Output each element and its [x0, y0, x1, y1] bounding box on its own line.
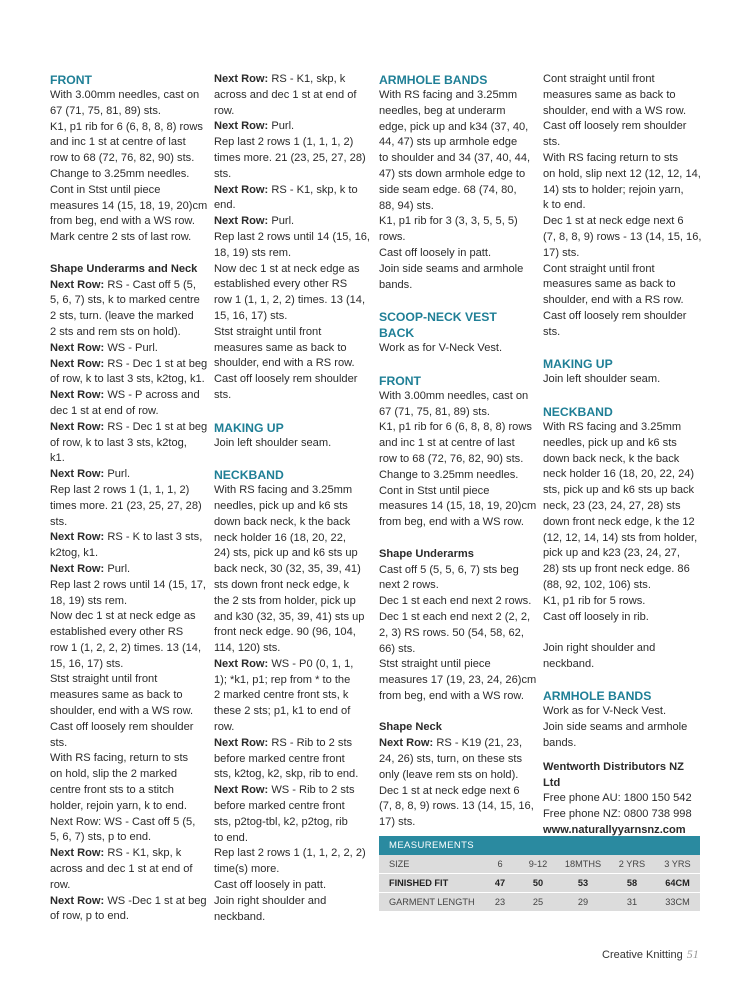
text-line: sts, pick up and k6 sts up back: [543, 484, 695, 497]
text-line: row to 68 (72, 76, 82, 90) sts.: [50, 152, 195, 165]
text-line: Cont in Stst until piece: [50, 183, 161, 196]
text-line: Join right shoulder and: [543, 642, 656, 655]
shape-underarms-heading: Shape Underarms: [379, 547, 474, 560]
text-line: With 3.00mm needles, cast on: [379, 389, 529, 402]
text-line: 18, 19) sts rem.: [50, 594, 128, 607]
text-line: k to end.: [543, 199, 586, 212]
text-line: 2 sts, turn. (leave the marked: [50, 310, 194, 323]
text-line: and k30 (32, 35, 39, 41) sts up: [214, 610, 365, 623]
text-line: Dec 1 st at neck edge next 6: [379, 784, 520, 797]
text-line: 2 sts and rem sts on hold).: [50, 325, 181, 338]
text-line: row 1 (1, 1, 2, 2) times. 13 (14,: [214, 294, 366, 307]
text-line: Rep last 2 rows 1 (1, 1, 1, 2): [50, 483, 190, 496]
text-line: row to 68 (72, 76, 82, 90) sts.: [379, 452, 524, 465]
text-line: k2tog, k1.: [50, 547, 99, 560]
text-line: (7, 8, 8, 9) rows. 13 (14, 15, 16,: [379, 800, 534, 813]
text-line: Stst straight until front: [50, 673, 158, 686]
text-line: edge, pick up and k34 (37, 40,: [379, 120, 529, 133]
text-line: With RS facing return to sts: [543, 151, 679, 164]
text-line: needles, pick up and k6 sts: [543, 436, 677, 449]
text-line: 2 marked centre front sts, k: [214, 689, 349, 702]
text-line: Next Row: WS - Rib to 2 sts: [214, 784, 355, 797]
text-line: K1, p1 rib for 3 (3, 3, 5, 5, 5): [379, 215, 518, 228]
text-line: K1, p1 rib for 5 rows.: [543, 594, 646, 607]
text-line: only (leave rem sts on hold).: [379, 768, 519, 781]
text-line: 2, 3) RS rows. 50 (54, 58, 62,: [379, 626, 524, 639]
text-line: down back neck, k the back: [543, 452, 680, 465]
back-heading: BACK: [379, 326, 415, 341]
text-line: 5, 6, 7) sts, p to end.: [50, 831, 152, 844]
text-line: 67 (71, 75, 81, 89) sts.: [50, 104, 162, 117]
text-line: 24, 26) sts, turn, on these sts: [379, 753, 523, 766]
text-line: neck holder 16 (18, 20, 22,: [214, 531, 346, 544]
text-line: and inc 1 st at centre of last: [379, 437, 515, 450]
text-line: 66) sts.: [379, 642, 416, 655]
text-line: Stst straight until front: [214, 325, 322, 338]
distributor-phone-au: Free phone AU: 1800 150 542: [543, 792, 692, 805]
text-line: Cast off loosely rem shoulder: [543, 120, 687, 133]
measurements-title: MEASUREMENTS: [379, 836, 700, 855]
text-line: 24) sts, pick up and k6 sts up: [214, 547, 358, 560]
text-line: (12, 12, 14, 14) sts from holder,: [543, 531, 698, 544]
table-cell: 47: [481, 874, 519, 893]
text-line: Cast off loosely in rib.: [543, 610, 649, 623]
text-line: 15, 16, 17) sts.: [50, 657, 124, 670]
text-line: Join side seams and armhole: [379, 262, 524, 275]
text-line: down back neck, k the back: [214, 515, 351, 528]
text-line: Change to 3.25mm needles.: [50, 167, 190, 180]
table-cell: 18MTHS: [557, 855, 609, 874]
text-line: front neck edge. 90 (96, 104,: [214, 626, 356, 639]
distributor-website-link[interactable]: www.naturallyyarnsnz.com: [543, 824, 686, 837]
armhole-bands-heading-2: ARMHOLE BANDS: [543, 689, 652, 704]
text-line: neck, 23 (23, 24, 27, 28) sts: [543, 499, 681, 512]
table-cell: 29: [557, 893, 609, 912]
text-line: end.: [214, 199, 236, 212]
text-line: Join side seams and armhole: [543, 721, 688, 734]
text-line: dec 1 st at end of row.: [50, 404, 159, 417]
text-line: 88, 94) sts.: [379, 199, 434, 212]
text-line: sts, k2tog, k2, skp, rib to end.: [214, 768, 359, 781]
table-cell: 6: [481, 855, 519, 874]
text-line: Cast off 5 (5, 5, 6, 7) sts beg: [379, 563, 519, 576]
text-line: Now dec 1 st at neck edge as: [50, 610, 196, 623]
neckband-heading-2: NECKBAND: [543, 404, 613, 419]
text-line: sts down front neck edge, k: [214, 578, 350, 591]
text-line: rows.: [379, 231, 406, 244]
text-line: measures 14 (15, 18, 19, 20)cm: [50, 199, 208, 212]
text-line: times more. 21 (23, 25, 27, 28): [50, 499, 202, 512]
shape-neck-heading: Shape Neck: [379, 721, 442, 734]
text-line: on hold, slip the 2 marked: [50, 768, 178, 781]
text-line: these 2 sts; p1, k1 to end of: [214, 705, 351, 718]
text-line: side seam edge. 68 (74, 80,: [379, 183, 517, 196]
text-line: the 2 sts from holder, pick up: [214, 594, 356, 607]
table-cell: 33CM: [655, 893, 700, 912]
text-line: sts.: [214, 167, 232, 180]
text-line: Rep last 2 rows until 14 (15, 16,: [214, 230, 371, 243]
text-line: row 1 (1, 2, 2, 2) times. 13 (14,: [50, 641, 202, 654]
text-line: holder, rejoin yarn, k to end.: [50, 799, 187, 812]
text-line: K1, p1 rib for 6 (6, 8, 8, 8) rows: [379, 421, 532, 434]
text-line: next 2 rows.: [379, 579, 439, 592]
page-number: 51: [686, 947, 699, 961]
text-line: With RS facing and 3.25mm: [543, 420, 682, 433]
distributor-phone-nz: Free phone NZ: 0800 738 998: [543, 808, 692, 821]
text-line: Next Row: WS - Cast off 5 (5,: [50, 815, 196, 828]
text-line: and inc 1 st at centre of last: [50, 136, 186, 149]
armhole-bands-heading: ARMHOLE BANDS: [379, 73, 488, 87]
text-line: Next Row: RS - Rib to 2 sts: [214, 736, 353, 749]
text-line: of row, k to last 3 sts, k2tog,: [50, 436, 187, 449]
text-line: Next Row: Purl.: [50, 562, 131, 575]
text-line: Cont in Stst until piece: [379, 484, 490, 497]
text-line: K1, p1 rib for 6 (6, 8, 8, 8) rows: [50, 120, 203, 133]
text-line: time(s) more.: [214, 863, 280, 876]
text-line: Join left shoulder seam.: [214, 436, 332, 449]
text-line: times more. 21 (23, 25, 27, 28): [214, 151, 366, 164]
table-cell: SIZE: [379, 855, 481, 874]
text-line: shoulder, end with a RS row.: [214, 357, 355, 370]
table-cell: 53: [557, 874, 609, 893]
text-line: sts.: [543, 325, 561, 338]
column-2: [214, 72, 374, 925]
text-line: With 3.00mm needles, cast on: [50, 89, 200, 101]
table-cell: 31: [609, 893, 655, 912]
text-line: 67 (71, 75, 81, 89) sts.: [379, 405, 491, 418]
table-row: [379, 874, 700, 893]
text-line: Next Row: RS - Cast off 5 (5,: [50, 278, 196, 291]
text-line: measures same as back to: [543, 278, 676, 291]
measurements-table: [379, 836, 700, 912]
text-line: 114, 120) sts.: [214, 642, 281, 655]
text-line: Rep last 2 rows until 14 (15, 17,: [50, 578, 207, 591]
text-line: Next Row: RS - K1, skp, k to: [214, 183, 358, 196]
text-line: Next Row: RS - K1, skp, k: [214, 73, 346, 85]
text-line: sts.: [214, 388, 232, 401]
text-line: Next Row: RS - K19 (21, 23,: [379, 737, 523, 750]
text-line: Next Row: WS - P across and: [50, 389, 200, 402]
text-line: across and dec 1 st at end of: [214, 88, 357, 101]
text-line: from beg, end with a WS row.: [50, 215, 195, 228]
text-line: Next Row: RS - Dec 1 st at beg: [50, 357, 208, 370]
scoop-neck-heading: SCOOP-NECK VEST: [379, 310, 497, 325]
text-line: 15, 16, 17) sts.: [214, 309, 288, 322]
text-line: Next Row: Purl.: [214, 120, 295, 133]
table-cell: 50: [519, 874, 557, 893]
text-line: neckband.: [214, 910, 266, 923]
table-row: [379, 855, 700, 874]
column-3: [379, 72, 539, 831]
text-line: Cast off loosely rem shoulder: [50, 720, 194, 733]
table-cell: 3 YRS: [655, 855, 700, 874]
text-line: 5, 6, 7) sts, k to marked centre: [50, 294, 200, 307]
text-line: Dec 1 st each end next 2 (2, 2,: [379, 610, 531, 623]
text-line: measures same as back to: [214, 341, 347, 354]
text-line: on hold, slip next 12 (12, 12, 14,: [543, 167, 701, 180]
text-line: k1.: [50, 452, 65, 465]
text-line: 28) sts up front neck edge. 86: [543, 563, 690, 576]
text-line: sts, p2tog-tbl, k2, p2tog, rib: [214, 815, 348, 828]
text-line: Next Row: RS - Dec 1 st at beg: [50, 420, 208, 433]
text-line: row.: [50, 878, 71, 891]
text-line: Now dec 1 st at neck edge as: [214, 262, 360, 275]
text-line: centre front sts to a stitch: [50, 784, 174, 797]
text-line: row.: [214, 104, 235, 117]
text-line: before marked centre front: [214, 800, 345, 813]
text-line: down front neck edge, k the 12: [543, 515, 695, 528]
text-line: (7, 8, 8, 9) rows - 13 (14, 15, 16,: [543, 230, 702, 243]
text-line: measures 17 (19, 23, 24, 26)cm: [379, 674, 537, 687]
text-line: 1); *k1, p1; rep from * to the: [214, 673, 351, 686]
text-line: Cast off loosely in patt.: [214, 879, 327, 892]
text-line: established every other RS: [50, 626, 184, 639]
text-line: across and dec 1 st at end of: [50, 863, 193, 876]
text-line: Dec 1 st each end next 2 rows.: [379, 595, 532, 608]
text-line: 17) sts.: [379, 816, 416, 829]
text-line: measures 14 (15, 18, 19, 20)cm: [379, 500, 537, 513]
text-line: measures same as back to: [543, 88, 676, 101]
text-line: Cast off loosely in patt.: [379, 246, 492, 259]
table-cell: GARMENT LENGTH: [379, 893, 481, 912]
text-line: 18, 19) sts rem.: [214, 246, 292, 259]
distributor-name: Wentworth Distributors NZ Ltd: [543, 760, 684, 789]
text-line: pick up and k23 (23, 24, 27,: [543, 547, 680, 560]
text-line: Cont straight until front: [543, 73, 655, 85]
text-line: row.: [214, 721, 235, 734]
table-cell: FINISHED FIT: [379, 874, 481, 893]
text-line: from beg, end with a WS row.: [379, 689, 524, 702]
table-cell: 9-12: [519, 855, 557, 874]
text-line: Join left shoulder seam.: [543, 373, 661, 386]
text-line: Next Row: RS - K to last 3 sts,: [50, 531, 203, 544]
text-line: from beg, end with a WS row.: [379, 516, 524, 529]
text-line: of row, k to last 3 sts, k2tog, k1.: [50, 373, 205, 386]
text-line: Work as for V-Neck Vest.: [379, 342, 503, 355]
text-line: sts.: [543, 136, 561, 149]
column-1: [50, 72, 210, 925]
text-line: Rep last 2 rows 1 (1, 1, 2, 2, 2): [214, 847, 366, 860]
text-line: Next Row: WS - P0 (0, 1, 1,: [214, 657, 354, 670]
text-line: to shoulder and 34 (37, 40, 44,: [379, 152, 531, 165]
text-line: 17) sts.: [543, 246, 580, 259]
making-up-heading: MAKING UP: [214, 420, 284, 435]
front-heading-2: FRONT: [379, 373, 421, 388]
text-line: 47) sts down armhole edge to: [379, 167, 526, 180]
text-line: bands.: [379, 278, 413, 291]
text-line: measures same as back to: [50, 689, 183, 702]
text-line: sts.: [50, 515, 68, 528]
text-line: Cont straight until front: [543, 262, 655, 275]
text-line: Cast off loosely rem shoulder: [543, 309, 687, 322]
neckband-heading: NECKBAND: [214, 468, 284, 483]
table-cell: 25: [519, 893, 557, 912]
page-footer: [602, 947, 699, 962]
text-line: back neck, 30 (32, 35, 39, 41): [214, 563, 361, 576]
text-line: (88, 92, 102, 106) sts.: [543, 578, 651, 591]
text-line: Rep last 2 rows 1 (1, 1, 1, 2): [214, 136, 354, 149]
text-line: Dec 1 st at neck edge next 6: [543, 215, 684, 228]
text-line: shoulder, end with a RS row.: [543, 294, 684, 307]
text-line: Join right shoulder and: [214, 894, 327, 907]
magazine-name: Creative Knitting: [602, 949, 683, 961]
text-line: Next Row: RS - K1, skp, k: [50, 847, 182, 860]
text-line: shoulder, end with a WS row.: [543, 104, 687, 117]
table-cell: 58: [609, 874, 655, 893]
text-line: With RS facing, return to sts: [50, 752, 189, 765]
text-line: of row, p to end.: [50, 910, 129, 923]
text-line: shoulder, end with a WS row.: [50, 705, 194, 718]
text-line: sts.: [50, 736, 68, 749]
making-up-heading-2: MAKING UP: [543, 357, 613, 372]
text-line: neck holder 16 (18, 20, 22, 24): [543, 468, 695, 481]
text-line: Work as for V-Neck Vest.: [543, 705, 667, 718]
text-line: neckband.: [543, 657, 595, 670]
text-line: Cast off loosely rem shoulder: [214, 373, 358, 386]
text-line: With RS facing and 3.25mm: [379, 89, 518, 101]
text-line: With RS facing and 3.25mm: [214, 484, 353, 497]
text-line: needles, beg at underarm: [379, 104, 506, 117]
text-line: Change to 3.25mm needles.: [379, 468, 519, 481]
front-heading: FRONT: [50, 73, 92, 87]
text-line: established every other RS: [214, 278, 348, 291]
text-line: 14) sts to holder; rejoin yarn,: [543, 183, 684, 196]
text-line: before marked centre front: [214, 752, 345, 765]
shape-underarms-neck-heading: Shape Underarms and Neck: [50, 262, 198, 275]
table-cell: 64CM: [655, 874, 700, 893]
text-line: Next Row: Purl.: [214, 215, 295, 228]
text-line: Next Row: WS - Purl.: [50, 341, 158, 354]
text-line: Next Row: Purl.: [50, 468, 131, 481]
text-line: 44, 47) sts up armhole edge: [379, 136, 518, 149]
text-line: needles, pick up and k6 sts: [214, 499, 348, 512]
text-line: Mark centre 2 sts of last row.: [50, 231, 192, 244]
table-row: [379, 893, 700, 912]
table-cell: 23: [481, 893, 519, 912]
text-line: Stst straight until piece: [379, 658, 491, 671]
table-cell: 2 YRS: [609, 855, 655, 874]
text-line: to end.: [214, 831, 248, 844]
text-line: bands.: [543, 737, 577, 750]
column-4: [543, 72, 703, 839]
text-line: Next Row: WS -Dec 1 st at beg: [50, 894, 207, 907]
